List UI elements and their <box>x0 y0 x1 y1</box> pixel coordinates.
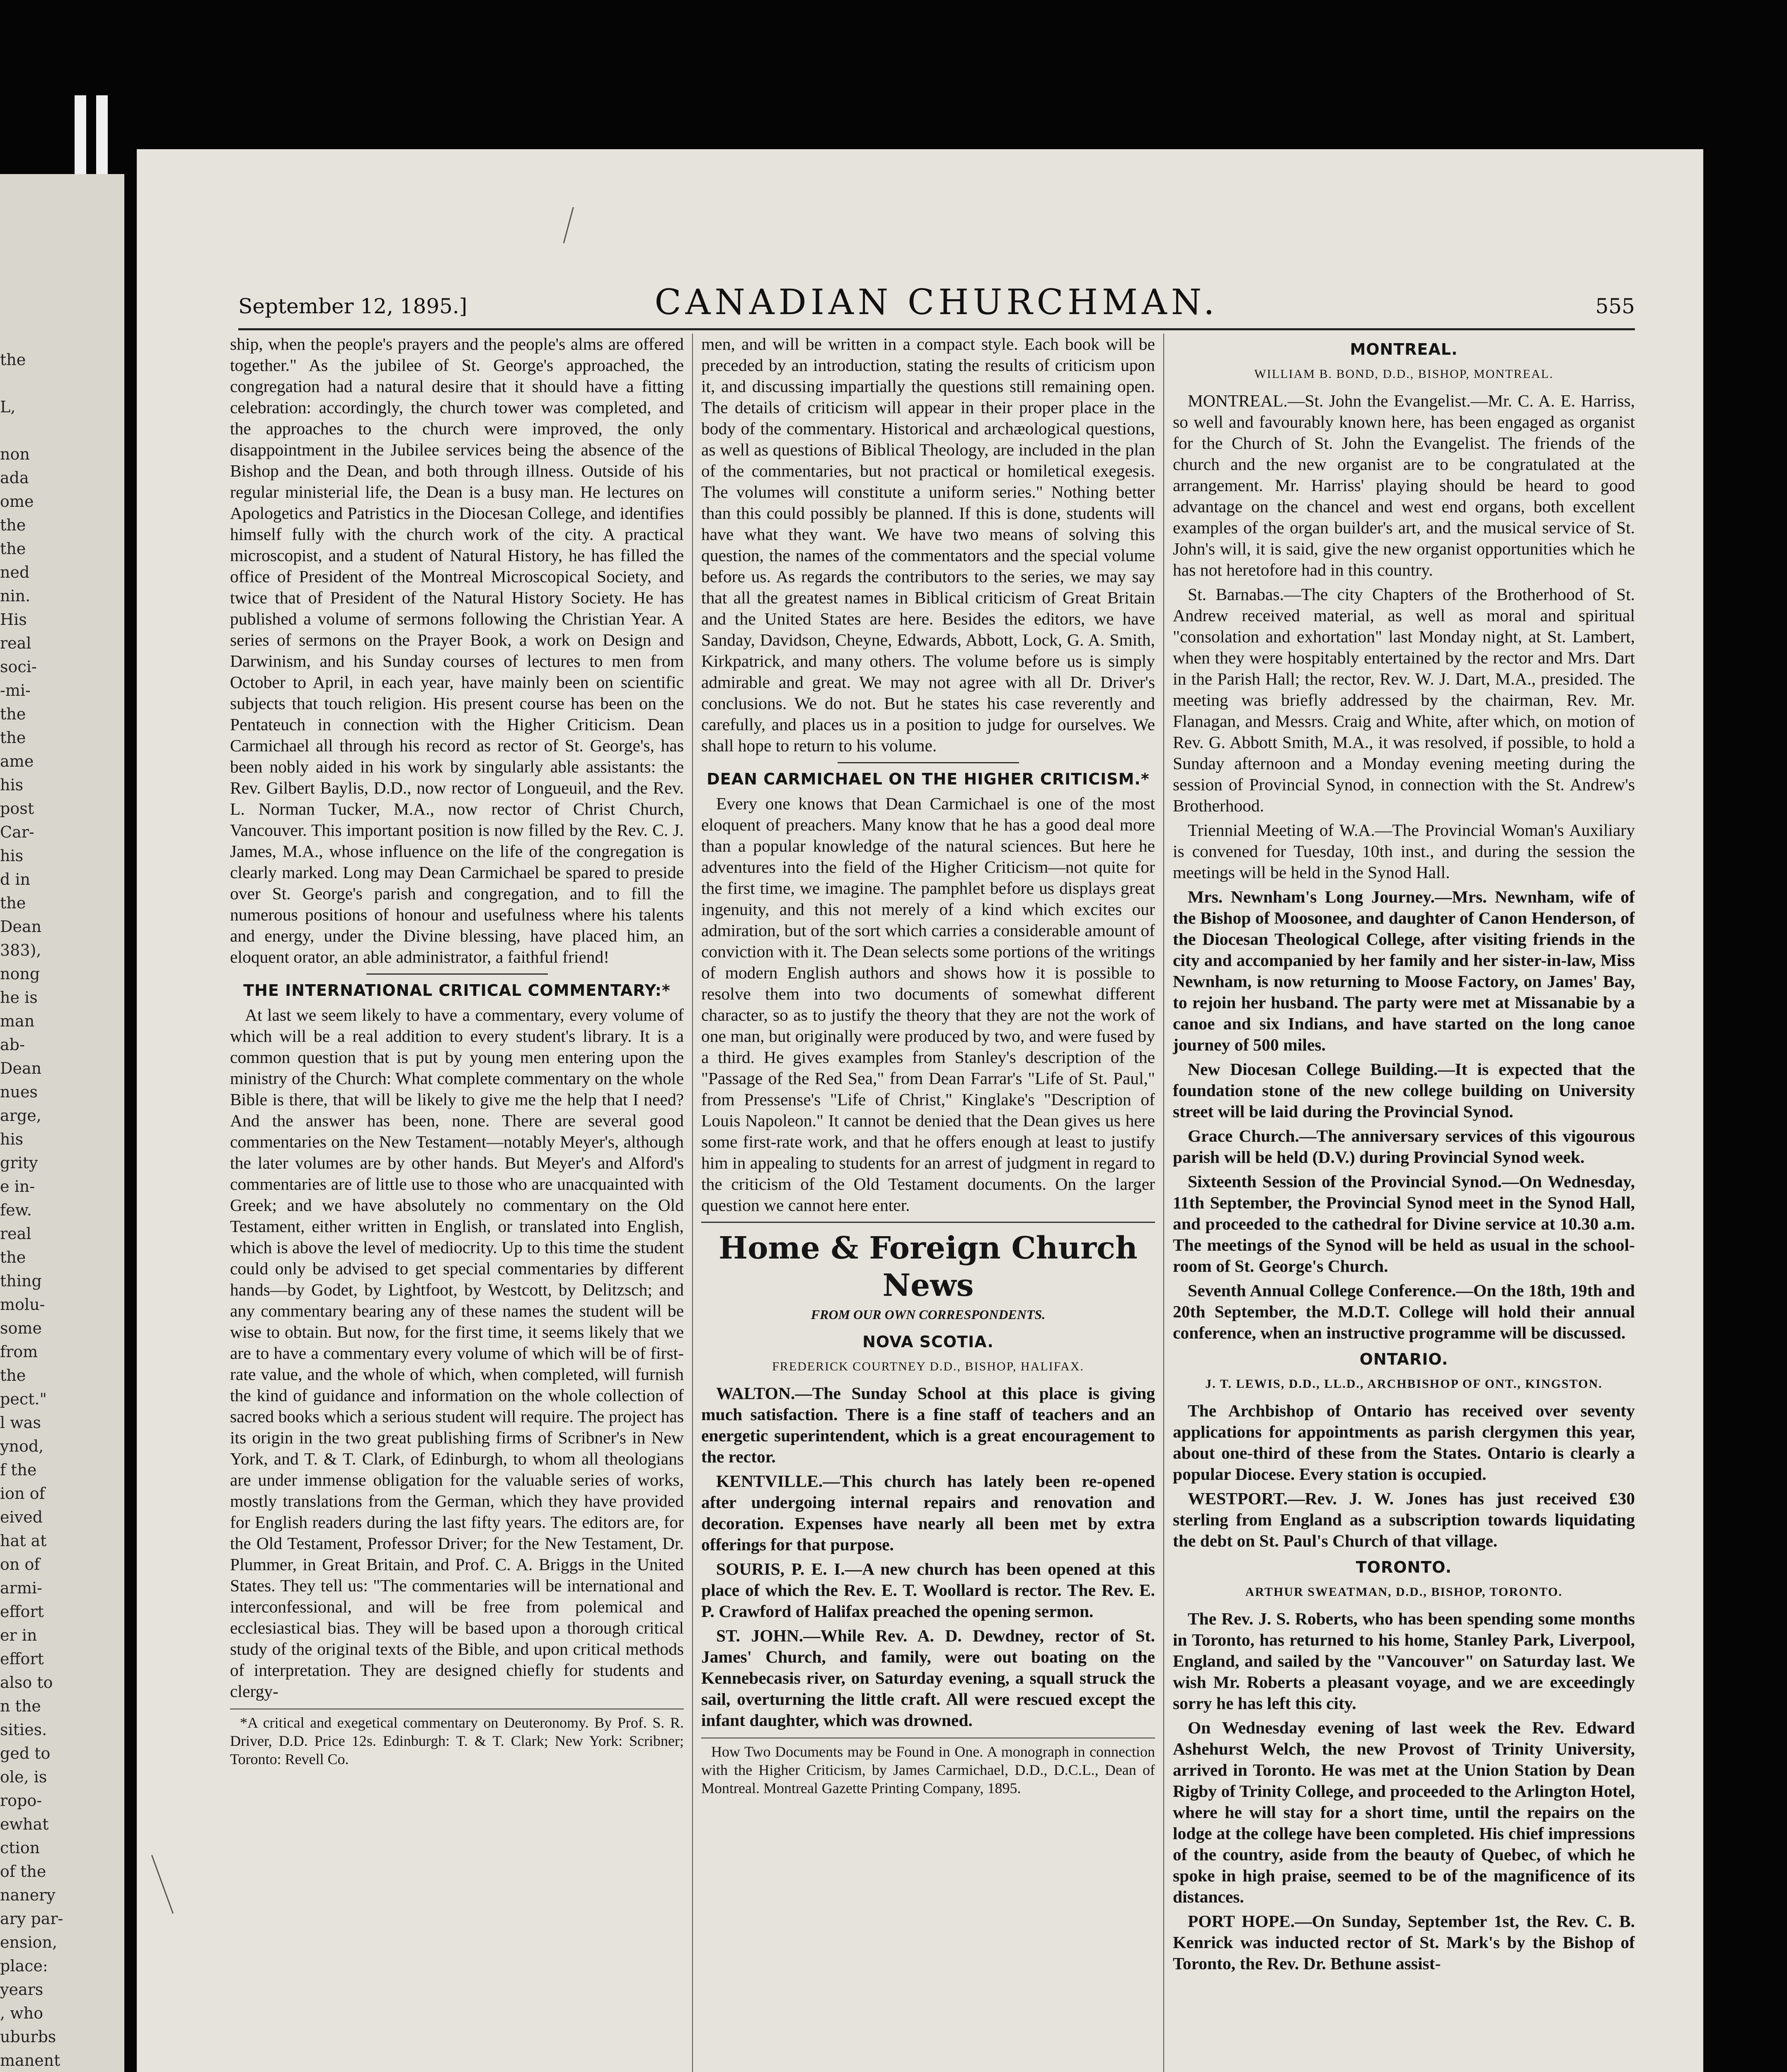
prev-page-fragment: -mi- <box>0 681 31 700</box>
issue-date: September 12, 1895.] <box>238 294 467 318</box>
prev-page-fragment: molu- <box>0 1295 45 1314</box>
news-item: WESTPORT.—Rev. J. W. Jones has just received £30 sterling from England as a subscription towards liquidating the debt on St. Paul's Church of that village. <box>1173 1489 1635 1550</box>
prev-page-fragment: e in- <box>0 1177 35 1196</box>
bishop-byline: FREDERICK COURTNEY D.D., BISHOP, HALIFAX. <box>772 1360 1084 1373</box>
prev-page-fragment: on of <box>0 1555 40 1573</box>
news-item: Mrs. Newnham's Long Journey.—Mrs. Newnham, wife of the Bishop of Moosonee, and daughter of Canon Henderson, of the Diocesan Theological College, after visiting friends in the city and accompanied by her family and her sister-in-law, Miss Newnham, is now returning to Moose Factory, on James' Bay, to rejoin her husband. The party were met at Missanabie by a canoe and six Indians, and have started on the long canoe journey of 500 miles. <box>1173 887 1635 1054</box>
news-item: Grace Church.—The anniversary services of this vigourous parish will be held (D.V.) during Provincial Synod week. <box>1173 1126 1635 1167</box>
prev-page-fragment: His <box>0 610 27 629</box>
page-header <box>238 282 1635 327</box>
section-rule <box>366 973 548 975</box>
prev-page-fragment: also to <box>0 1673 53 1692</box>
news-item: The Rev. J. S. Roberts, who has been spending some months in Toronto, has returned to his home, Stanley Park, Liverpool, England, and sailed by the "Vancouver" on Saturday last. We wish Mr. Roberts a pleasant voyage, and we are exceedingly sorry he has left this city. <box>1173 1609 1635 1713</box>
section-rule <box>701 1222 1155 1223</box>
prev-page-fragment: nin. <box>0 587 31 605</box>
prev-page-fragment: from <box>0 1343 38 1361</box>
article-body: At last we seem likely to have a commentary, every volume of which will be a real addition to every student's library. It is a common question that is put by young men entering upon the ministry of the Church: What complete commentary on the whole Bible is there, that will be likely to give me the help that I need? And the answer has been, none. There are several good commentaries on the New Testament—notably Meyer's, although the later volumes are by other hands. But Meyer's and Alford's commentaries are of little use to those who are unacquainted with Greek; and we have absolutely no commentary on the Old Testament, either written in English, or translated into English, which is above the level of mediocrity. Up to this time the student could only be advised to get special commentaries by different hands—by Godet, by Lightfoot, by Westcott, by Delitzsch; and any commentary bearing any of these names the student will be wise to obtain. But now, for the first time, it seems likely that we are to have a commentary every volume of which will be of first-rate value, and the whole of which, when completed, will furnish the kind of guidance and information on the whole collection of sacred books which a serious student will require. The project has its origin in the two great publishing firms of Scribner's in New York, and T. & T. Clark, of Edinburgh, to whom all theologians are under immense obligation for the valuable series of works, mostly translations from the German, which they have provided for English readers during the last fifty years. The editors are, for the Old Testament, Professor Driver; for the New Testament, Dr. Plummer, in Great Britain, and Prof. C. A. Briggs in the United States. They tell us: "The commentaries will be international and interconfessional, and will be free from polemical and ecclesiastical bias. They will be based upon a thorough critical study of the original texts of the Bible, and upon critical methods of interpretation. They are designed chiefly for students and clergy- <box>230 1005 684 1701</box>
news-item: PORT HOPE.—On Sunday, September 1st, the Rev. C. B. Kenrick was inducted rector of St. Mark's by the Bishop of Toronto, the Rev. Dr. Bethune assist- <box>1173 1912 1635 1973</box>
prev-page-fragment: ame <box>0 752 34 770</box>
news-item: New Diocesan College Building.—It is expected that the foundation stone of the new college building on University street will be laid during the Provincial Synod. <box>1173 1060 1635 1121</box>
diocese-heading: ONTARIO. <box>1359 1350 1448 1368</box>
prev-page-fragment: , who <box>0 2004 44 2022</box>
prev-page-fragment: Car- <box>0 823 34 841</box>
prev-page-fragment: arge, <box>0 1106 41 1125</box>
prev-page-fragment: non <box>0 445 30 463</box>
header-rule <box>238 328 1635 330</box>
film-marker <box>96 95 108 174</box>
section-subtitle: FROM OUR OWN CORRESPONDENTS. <box>811 1307 1046 1322</box>
prev-page-fragment: his <box>0 1130 24 1148</box>
prev-page-fragment: ynod, <box>0 1437 44 1455</box>
prev-page-fragment: some <box>0 1319 42 1337</box>
prev-page-fragment: hat at <box>0 1532 47 1550</box>
prev-page-fragment: of the <box>0 1862 46 1881</box>
column-1 <box>230 334 684 2072</box>
prev-page-fragment: armi- <box>0 1579 42 1597</box>
prev-page-fragment: l was <box>0 1414 41 1432</box>
prev-page-fragment: man <box>0 1012 35 1030</box>
prev-page-fragment: eived <box>0 1508 43 1526</box>
column-divider <box>692 334 693 2072</box>
article-continuation: men, and will be written in a compact style. Each book will be preceded by an introduction, stating the results of criticism upon it, and discussing impartially the questions still remaining open. The details of criticism will appear in their proper place in the body of the commentary. Historical and archæological questions, as well as questions of Biblical Theology, are included in the plan of the commentaries, but not practical or homiletical exegesis. The volumes will constitute a uniform series." Nothing better than this could possibly be planned. If this is done, students will have what they want. We have two means of solving this question, the names of the commentators and the special volume before us. As regards the contributors to the series, we may say that all the greatest names in Biblical criticism of Great Britain and the United States are here. Besides the editors, we have Sanday, Davidson, Cheyne, Edwards, Abbott, Lock, G. A. Smith, Kirkpatrick, and many others. The volume before us is simply admirable and great. We may not agree with all Dr. Driver's conclusions. We do not. But he states his case reverently and carefully, and places us in a position to judge for ourselves. We shall hope to return to his volume. <box>701 334 1155 755</box>
prev-page-fragment: the <box>0 705 26 723</box>
news-item: ST. JOHN.—While Rev. A. D. Dewdney, rector of St. James' Church, and family, were out boating on the Kennebecasis river, on Saturday evening, a squall struck the sail, overturning the little craft. All were rescued except the infant daughter, which was drowned. <box>701 1626 1155 1730</box>
footnote: How Two Documents may be Found in One. A monograph in connection with the Higher Criticism, by James Carmichael, D.D., D.C.L., Dean of Montreal. Montreal Gazette Printing Company, 1895. <box>701 1738 1155 1797</box>
prev-page-fragment: L, <box>0 398 16 416</box>
prev-page-fragment: the <box>0 516 26 534</box>
news-item: On Wednesday evening of last week the Rev. Edward Ashehurst Welch, the new Provost of Trinity University, arrived in Toronto. He was met at the Union Station by Dean Rigby of Trinity College, and proceeded to the Arlington Hotel, where he will stay for a short time, until the repairs on the lodge at the college have been completed. His chief impressions of the country, aside from the beauty of Quebec, of which he spoke in high praise, seemed to be of the magnificence of its distances. <box>1173 1718 1635 1906</box>
prev-page-fragment: real <box>0 634 31 652</box>
diocese-heading: TORONTO. <box>1356 1558 1452 1576</box>
prev-page-fragment: nong <box>0 965 40 983</box>
footnote: *A critical and exegetical commentary on Deuteronomy. By Prof. S. R. Driver, D.D. Price 12s. Edinburgh: T. & T. Clark; New York: Scribner; Toronto: Revell Co. <box>230 1709 684 1768</box>
prev-page-fragment: ned <box>0 563 30 581</box>
prev-page-fragment: ewhat <box>0 1815 49 1833</box>
masthead-title: CANADIAN CHURCHMAN. <box>654 282 1219 322</box>
prev-page-fragment: grity <box>0 1154 38 1172</box>
prev-page-fragment: place: <box>0 1957 48 1975</box>
prev-page-fragment: uburbs <box>0 2028 56 2046</box>
prev-page-fragment: nues <box>0 1083 38 1101</box>
prev-page-fragment: the <box>0 894 26 912</box>
prev-page-fragment: the <box>0 351 26 369</box>
news-item: Sixteenth Session of the Provincial Synod.—On Wednesday, 11th September, the Provincial Synod meet in the Synod Hall, and proceeded to the cathedral for Divine service at 10.30 a.m. The meetings of the Synod will be held as usual in the school-room of St. George's Church. <box>1173 1172 1635 1276</box>
prev-page-fragment: the <box>0 1366 26 1385</box>
prev-page-fragment: effort <box>0 1650 44 1668</box>
prev-page-fragment: ary par- <box>0 1910 63 1928</box>
news-item: SOURIS, P. E. I.—A new church has been opened at this place of which the Rev. E. T. Woollard is rector. The Rev. E. P. Crawford of Halifax preached the opening sermon. <box>701 1559 1155 1621</box>
pencil-mark <box>151 1853 178 1914</box>
prev-page-fragment: ension, <box>0 1933 58 1951</box>
news-item: KENTVILLE.—This church has lately been re-opened after undergoing internal repairs and renovation and decoration. Expenses have nearly all been met by extra offerings for that purpose. <box>701 1472 1155 1554</box>
prev-page-fragment: ome <box>0 492 34 511</box>
prev-page-fragment: Dean <box>0 917 42 936</box>
newspaper-page <box>137 149 1703 2072</box>
news-item: The Archbishop of Ontario has received over seventy applications for appointments as parish clergymen this year, about one-third of these from the States. Ontario is clearly a popular Diocese. Every station is occupied. <box>1173 1401 1635 1484</box>
prev-page-fragment: manent <box>0 2051 61 2070</box>
prev-page-fragment: years <box>0 1980 44 1999</box>
prev-page-fragment: pect." <box>0 1390 47 1408</box>
prev-page-fragment: effort <box>0 1602 44 1621</box>
prev-page-fragment: post <box>0 799 34 818</box>
news-item: MONTREAL.—St. John the Evangelist.—Mr. C. A. E. Harriss, so well and favourably known here, has been engaged as organist for the Church of St. John the Evangelist. The friends of the church and the new organist are to be congratulated at the arrangement. Mr. Harriss' playing should be heard to good advantage on the chancel and west end organs, both excellent examples of the organ builder's art, and the musical service of St. John's will, it is said, give the new organist opportunities which he has not heretofore had in this country. <box>1173 391 1635 579</box>
news-item: WALTON.—The Sunday School at this place is giving much satisfaction. There is a fine staff of teachers and an energetic superintendent, which is a great encouragement to the rector. <box>701 1384 1155 1466</box>
diocese-heading: NOVA SCOTIA. <box>862 1333 994 1351</box>
article-heading: DEAN CARMICHAEL ON THE HIGHER CRITICISM.* <box>707 770 1150 788</box>
prev-page-fragment: the <box>0 729 26 747</box>
news-item: Seventh Annual College Conference.—On the 18th, 19th and 20th September, the M.D.T. College will hold their annual conference, when an instructive programme will be discussed. <box>1173 1281 1635 1342</box>
prev-page-fragment: ion of <box>0 1484 45 1503</box>
bishop-byline: J. T. LEWIS, D.D., LL.D., ARCHBISHOP OF ONT., KINGSTON. <box>1205 1377 1603 1391</box>
prev-page-fragment: Dean <box>0 1059 42 1077</box>
news-item: St. Barnabas.—The city Chapters of the Brotherhood of St. Andrew received material, as well as moral and spiritual "consolation and exhortation" last Monday night, at St. Lambert, when they were hospitably entertained by the rector and Mrs. Dart in the Parish Hall; the rector, Rev. W. J. Dart, M.A., presided. The meeting was briefly addressed by the chairman, Rev. Mr. Flanagan, and Messrs. Craig and White, after which, on motion of Rev. G. Abbott Smith, M.A., it was resolved, if possible, to hold a Sunday afternoon and a Monday evening meeting during the session of Provincial Synod, in connection with the St. Andrew's Brotherhood. <box>1173 585 1635 815</box>
prev-page-fragment: soci- <box>0 658 37 676</box>
page-number: 555 <box>1595 294 1635 318</box>
film-marker <box>75 95 86 174</box>
prev-page-fragment: d in <box>0 870 31 888</box>
pencil-mark <box>563 207 579 245</box>
prev-page-fragment: ropo- <box>0 1791 42 1810</box>
section-rule <box>838 762 1019 763</box>
prev-page-fragment: ction <box>0 1839 40 1857</box>
diocese-heading: MONTREAL. <box>1350 340 1458 358</box>
column-3 <box>1173 334 1635 2072</box>
prev-page-fragment: nanery <box>0 1886 56 1904</box>
previous-page-edge <box>0 174 124 2072</box>
prev-page-fragment: the <box>0 540 26 558</box>
article-heading: THE INTERNATIONAL CRITICAL COMMENTARY:* <box>243 981 671 1000</box>
section-masthead: Home & Foreign Church News <box>719 1230 1138 1303</box>
prev-page-fragment: ab- <box>0 1036 25 1054</box>
article-continuation: ship, when the people's prayers and the people's alms are offered together." As the jubilee of St. George's approached, the congregation had a natural desire that it should have a fitting celebration: accordingly, the church tower was completed, and the approaches to the church were improved, the only disappointment in the Jubilee services being the absence of the Bishop and the Dean, and both through illness. Outside of his regular ministerial life, the Dean is a busy man. He lectures on Apologetics and Patristics in the Diocesan College, and identifies himself fully with the church work of the city. A practical microscopist, and a student of Natural History, he has filled the office of President of the Montreal Microscopical Society, and twice that of President of the Natural History Society. He has published a volume of sermons following the Christian Year. A series of sermons on the Prayer Book, a work on Design and Darwinism, and his Sunday courses of lectures to men from October to April, in each year, have mainly been on scientific subjects that touch religion. His present course has been on the Pentateuch in connection with the Higher Criticism. Dean Carmichael all through his record as rector of St. George's, has been nobly aided in his work by singularly able assistants: the Rev. Gilbert Baylis, D.D., now rector of Longueuil, and the Rev. L. Norman Tucker, M.A., now rector of Christ Church, Vancouver. This important position is now filled by the Rev. C. J. James, M.A., whose influence on the life of the congregation is clearly marked. Long may Dean Carmichael be spared to preside over St. George's parish and congregation, and to fill the numerous positions of honour and usefulness where his talents and energy, under the Divine blessing, have placed him, an eloquent orator, an able administrator, a faithful friend! <box>230 334 684 966</box>
bishop-byline: WILLIAM B. BOND, D.D., BISHOP, MONTREAL. <box>1254 367 1554 381</box>
prev-page-fragment: ada <box>0 469 29 487</box>
news-item: Triennial Meeting of W.A.—The Provincial Woman's Auxiliary is convened for Tuesday, 10th inst., and during the session the meetings will be held in the Synod Hall. <box>1173 821 1635 882</box>
column-divider <box>1163 334 1164 2072</box>
prev-page-fragment: sities. <box>0 1721 47 1739</box>
prev-page-fragment: his <box>0 847 24 865</box>
prev-page-fragment: 383), <box>0 941 41 959</box>
prev-page-fragment: n the <box>0 1697 41 1715</box>
prev-page-fragment: ole, is <box>0 1768 47 1786</box>
prev-page-fragment: his <box>0 776 24 794</box>
prev-page-fragment: real <box>0 1225 31 1243</box>
column-2 <box>701 334 1155 2072</box>
prev-page-fragment: thing <box>0 1272 42 1290</box>
prev-page-fragment: ged to <box>0 1744 51 1762</box>
bishop-byline: ARTHUR SWEATMAN, D.D., BISHOP, TORONTO. <box>1245 1585 1563 1599</box>
prev-page-fragment: er in <box>0 1626 37 1644</box>
article-body: Every one knows that Dean Carmichael is one of the most eloquent of preachers. Many know that he has a good deal more than a popular knowledge of the natural sciences. But here he adventures into the field of the Higher Criticism—not quite for the first time, we imagine. The pamphlet before us displays great ingenuity, and this not merely of a kind which excites our admiration, but of the sort which carries a considerable amount of conviction with it. The Dean selects some portions of the writings of modern English authors and shows how it is possible to resolve them into two documents of somewhat different character, so as to justify the theory that they are not the work of one man, but originally were produced by two, and were fused by a third. He gives examples from Stanley's description of the "Passage of the Red Sea," from Dean Farrar's "Life of St. Paul," from Pressense's "Life of Christ," Kinglake's "Description of Louis Napoleon." It cannot be denied that the Dean gives us here some first-rate work, and that he offers enough at least to justify him in appealing to students for an arrest of judgment in regard to the criticism of the Old Testament documents. On the larger question we cannot here enter. <box>701 794 1155 1215</box>
prev-page-fragment: he is <box>0 988 38 1007</box>
prev-page-fragment: f the <box>0 1461 37 1479</box>
prev-page-fragment: the <box>0 1248 26 1266</box>
prev-page-fragment: few. <box>0 1201 32 1219</box>
